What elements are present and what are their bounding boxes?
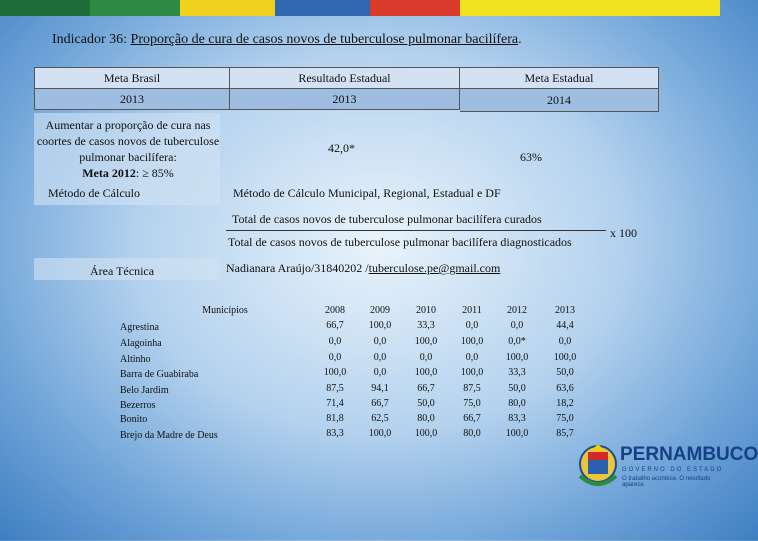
metodo-label: Método de Cálculo: [48, 186, 140, 200]
municipio-value: 33,3: [508, 367, 526, 378]
municipio-value: 0,0: [510, 320, 524, 331]
municipio-value: 100,0: [414, 428, 438, 439]
municipio-name: Belo Jardim: [120, 385, 169, 396]
year-header: 2012: [507, 305, 527, 316]
pernambuco-logo: [574, 436, 758, 536]
area-label: Área Técnica: [90, 264, 155, 278]
municipio-value: 100,0: [460, 336, 484, 347]
logo-subtitle: GOVERNO DO ESTADO: [622, 467, 724, 473]
year-header: 2009: [370, 305, 390, 316]
municipio-value: 100,0: [323, 367, 347, 378]
municipio-value: 87,5: [326, 383, 344, 394]
municipio-value: 80,0: [417, 413, 435, 424]
municipio-value: 63,6: [556, 383, 574, 394]
municipio-name: Alagoinha: [120, 338, 162, 349]
municipio-name: Agrestina: [120, 322, 159, 333]
municipio-value: 0,0: [419, 352, 433, 363]
municipio-value: 0,0: [328, 352, 342, 363]
municipio-value: 100,0: [414, 367, 438, 378]
municipio-value: 75,0: [556, 413, 574, 424]
meta-brasil-description: Aumentar a proporção de cura nas coortes de casos novos de tuberculose pulmonar bacilífera:: [36, 118, 220, 164]
municipio-value: 100,0: [368, 428, 392, 439]
municipio-value: 83,3: [326, 428, 344, 439]
municipio-value: 0,0*: [508, 336, 526, 347]
logo-slogan: O trabalho acontece. O resultado aparece.: [622, 476, 711, 488]
municipio-value: 44,4: [556, 320, 574, 331]
area-contact-text: Nadianara Araújo/31840202 /: [226, 261, 369, 275]
municipio-name: Bezerros: [120, 400, 156, 411]
municipio-value: 66,7: [463, 413, 481, 424]
formula-multiplier: x 100: [610, 226, 637, 240]
municipio-name: Barra de Guabiraba: [120, 369, 199, 380]
year-meta-brasil: 2013: [35, 89, 230, 110]
municipio-value: 66,7: [371, 398, 389, 409]
municipio-value: 50,0: [508, 383, 526, 394]
municipio-name: Bonito: [120, 414, 148, 425]
municipio-name: Altinho: [120, 354, 151, 365]
formula-numerator: Total de casos novos de tuberculose pulmonar bacilífera curados: [232, 212, 542, 226]
title-underlined: Proporção de cura de casos novos de tuberculose pulmonar bacilífera: [130, 32, 519, 47]
municipio-value: 87,5: [463, 383, 481, 394]
municipio-name: Brejo da Madre de Deus: [120, 430, 218, 441]
formula-denominator: Total de casos novos de tuberculose pulmonar bacilífera diagnosticados: [228, 235, 572, 249]
municipio-value: 33,3: [417, 320, 435, 331]
municipio-value: 0,0: [328, 336, 342, 347]
metodo-text: Método de Cálculo Municipal, Regional, Estadual e DF: [233, 186, 501, 200]
header-resultado-estadual: Resultado Estadual: [230, 68, 460, 89]
header-meta-brasil: Meta Brasil: [35, 68, 230, 89]
municipio-value: 100,0: [505, 352, 529, 363]
year-meta-estadual: 2014: [460, 89, 659, 112]
municipios-header: Municípios: [202, 305, 248, 316]
meta-2012-label: Meta 2012: [82, 166, 136, 180]
municipio-value: 75,0: [463, 398, 481, 409]
municipio-value: 0,0: [373, 367, 387, 378]
municipio-value: 100,0: [368, 320, 392, 331]
municipio-value: 0,0: [465, 320, 479, 331]
municipio-value: 100,0: [460, 367, 484, 378]
year-resultado-estadual: 2013: [230, 89, 460, 110]
header-meta-estadual: Meta Estadual: [460, 67, 659, 89]
year-header: 2013: [555, 305, 575, 316]
logo-name: PERNAMBUCO: [620, 444, 758, 465]
meta-estadual-value: 63%: [520, 150, 542, 164]
municipio-value: 71,4: [326, 398, 344, 409]
title-suffix: .: [518, 32, 522, 47]
municipio-value: 0,0: [373, 336, 387, 347]
municipio-value: 0,0: [373, 352, 387, 363]
title-prefix: Indicador 36:: [52, 32, 131, 47]
municipio-value: 18,2: [556, 398, 574, 409]
year-header: 2011: [462, 305, 482, 316]
municipio-value: 80,0: [463, 428, 481, 439]
municipio-value: 0,0: [558, 336, 572, 347]
municipio-value: 66,7: [326, 320, 344, 331]
municipio-value: 81,8: [326, 413, 344, 424]
municipio-value: 50,0: [556, 367, 574, 378]
municipio-value: 66,7: [417, 383, 435, 394]
municipio-value: 100,0: [505, 428, 529, 439]
year-header: 2008: [325, 305, 345, 316]
municipio-value: 80,0: [508, 398, 526, 409]
resultado-value: 42,0*: [328, 141, 355, 155]
meta-2012-value: : ≥ 85%: [135, 166, 174, 180]
municipio-value: 0,0: [465, 352, 479, 363]
municipio-value: 85,7: [556, 428, 574, 439]
municipio-value: 100,0: [553, 352, 577, 363]
municipio-value: 100,0: [414, 336, 438, 347]
municipio-value: 94,1: [371, 383, 389, 394]
municipio-value: 83,3: [508, 413, 526, 424]
area-email-link[interactable]: tuberculose.pe@gmail.com: [368, 261, 501, 275]
year-header: 2010: [416, 305, 436, 316]
municipio-value: 62,5: [371, 413, 389, 424]
municipio-value: 50,0: [417, 398, 435, 409]
